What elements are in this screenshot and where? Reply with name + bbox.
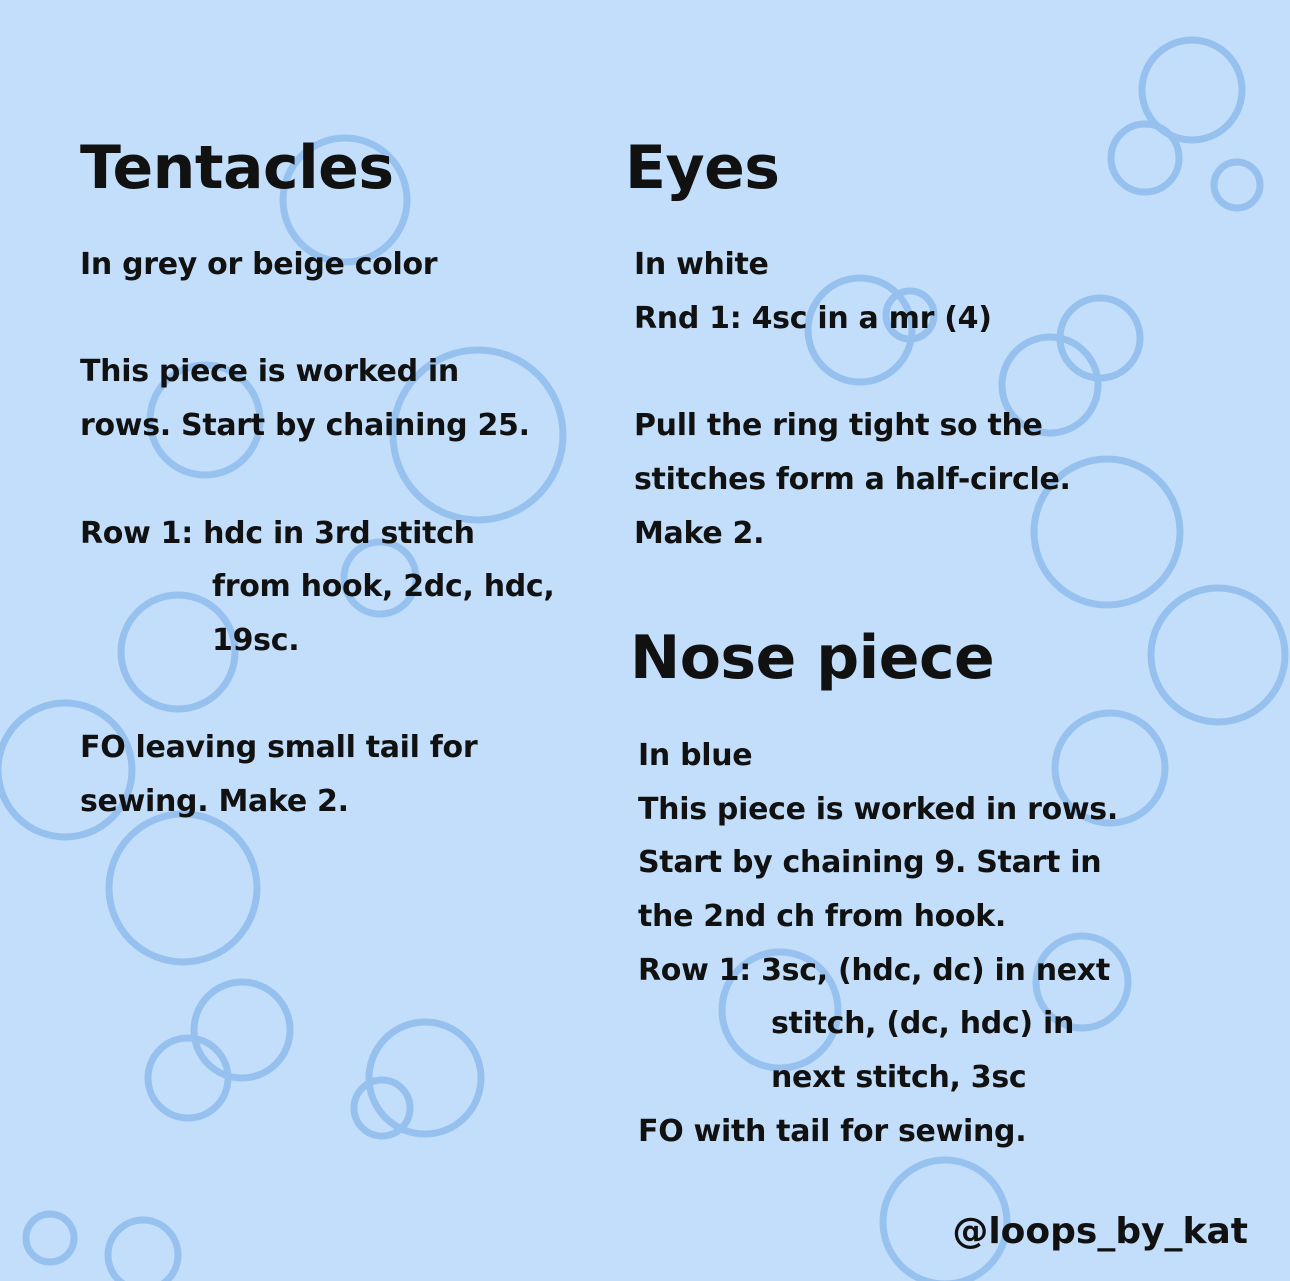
credit-handle: @loops_by_kat: [952, 1211, 1248, 1252]
tentacles-heading: Tentacles: [80, 133, 394, 203]
tentacles-intro-line-1: This piece is worked in: [80, 354, 459, 389]
nose-line-5: Row 1: 3sc, (hdc, dc) in next: [638, 953, 1110, 988]
nose-line-8: FO with tail for sewing.: [638, 1114, 1027, 1149]
tentacles-finish-line-2: sewing. Make 2.: [80, 784, 349, 819]
eyes-heading: Eyes: [625, 133, 780, 203]
nose-line-7: next stitch, 3sc: [771, 1060, 1027, 1095]
nose-line-1: In blue: [638, 738, 753, 773]
eyes-rnd1: Rnd 1: 4sc in a mr (4): [634, 301, 992, 336]
tentacles-finish-line-1: FO leaving small tail for: [80, 730, 478, 765]
eyes-instruction-line-2: stitches form a half-circle.: [634, 462, 1071, 497]
tentacles-row1-line-3: 19sc.: [212, 623, 300, 658]
tentacles-intro-line-2: rows. Start by chaining 25.: [80, 408, 530, 443]
tentacles-row1-line-2: from hook, 2dc, hdc,: [212, 569, 555, 604]
eyes-color-note: In white: [634, 247, 769, 282]
nose-line-4: the 2nd ch from hook.: [638, 899, 1007, 934]
nose-line-2: This piece is worked in rows.: [638, 792, 1118, 827]
eyes-instruction-line-3: Make 2.: [634, 516, 765, 551]
nose-line-6: stitch, (dc, hdc) in: [771, 1006, 1075, 1041]
tentacles-color-note: In grey or beige color: [80, 247, 438, 282]
nose-line-3: Start by chaining 9. Start in: [638, 845, 1102, 880]
eyes-instruction-line-1: Pull the ring tight so the: [634, 408, 1043, 443]
tentacles-row1-line-1: Row 1: hdc in 3rd stitch: [80, 516, 475, 551]
nose-heading: Nose piece: [630, 623, 995, 693]
